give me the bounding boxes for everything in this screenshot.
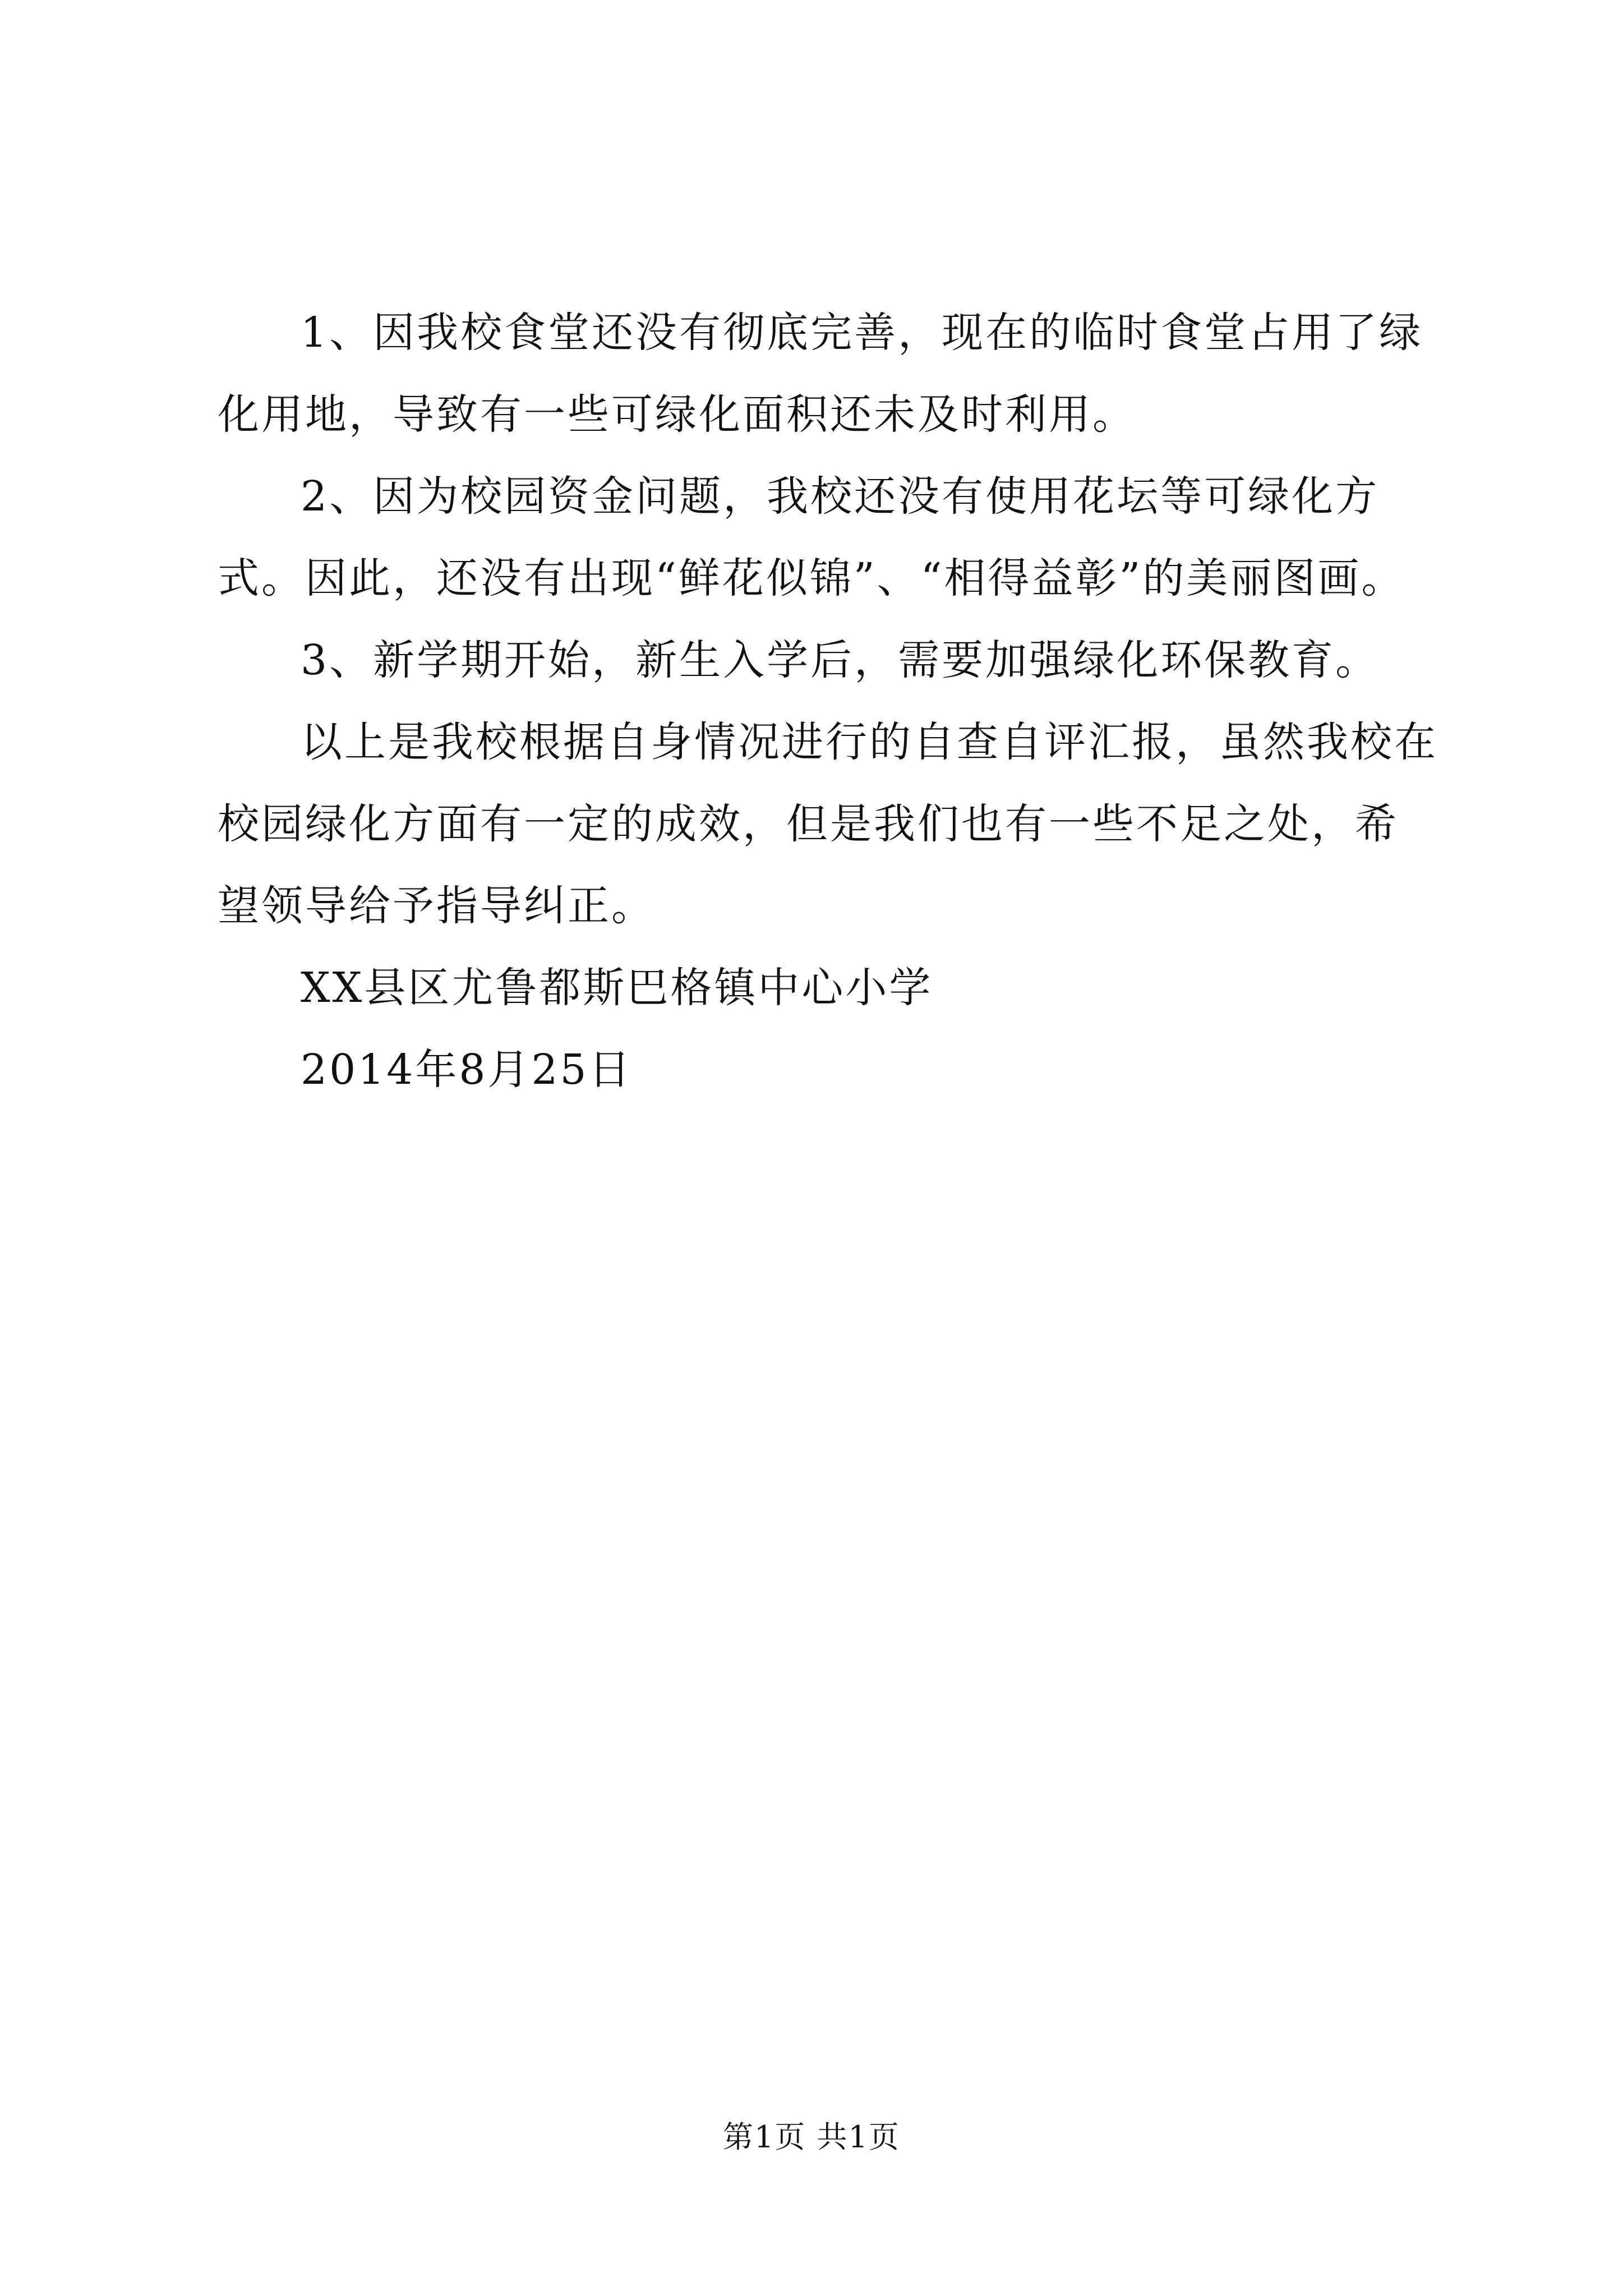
- signature-organization: XX县区尤鲁都斯巴格镇中心小学: [301, 964, 933, 1012]
- document-body: [218, 292, 1440, 1111]
- paragraph-issue-1: 1、因我校食堂还没有彻底完善，现在的临时食堂占用了绿化用地，导致有一些可绿化面积还未及时利用。: [218, 309, 1423, 439]
- paragraph-conclusion: 以上是我校根据自身情况进行的自查自评汇报，虽然我校在校园绿化方面有一定的成效，但是我们也有一些不足之处，希望领导给予指导纠正。: [218, 718, 1438, 930]
- paragraph-issue-3: 3、新学期开始，新生入学后，需要加强绿化环保教育。: [301, 636, 1380, 684]
- paragraph-issue-2: 2、因为校园资金问题，我校还没有使用花坛等可绿化方式。因此，还没有出现“鲜花似锦”、“相得益彰”的美丽图画。: [218, 472, 1405, 602]
- signature-date: 2014年8月25日: [301, 1046, 633, 1094]
- page-number-footer: 第1页 共1页: [723, 2119, 900, 2155]
